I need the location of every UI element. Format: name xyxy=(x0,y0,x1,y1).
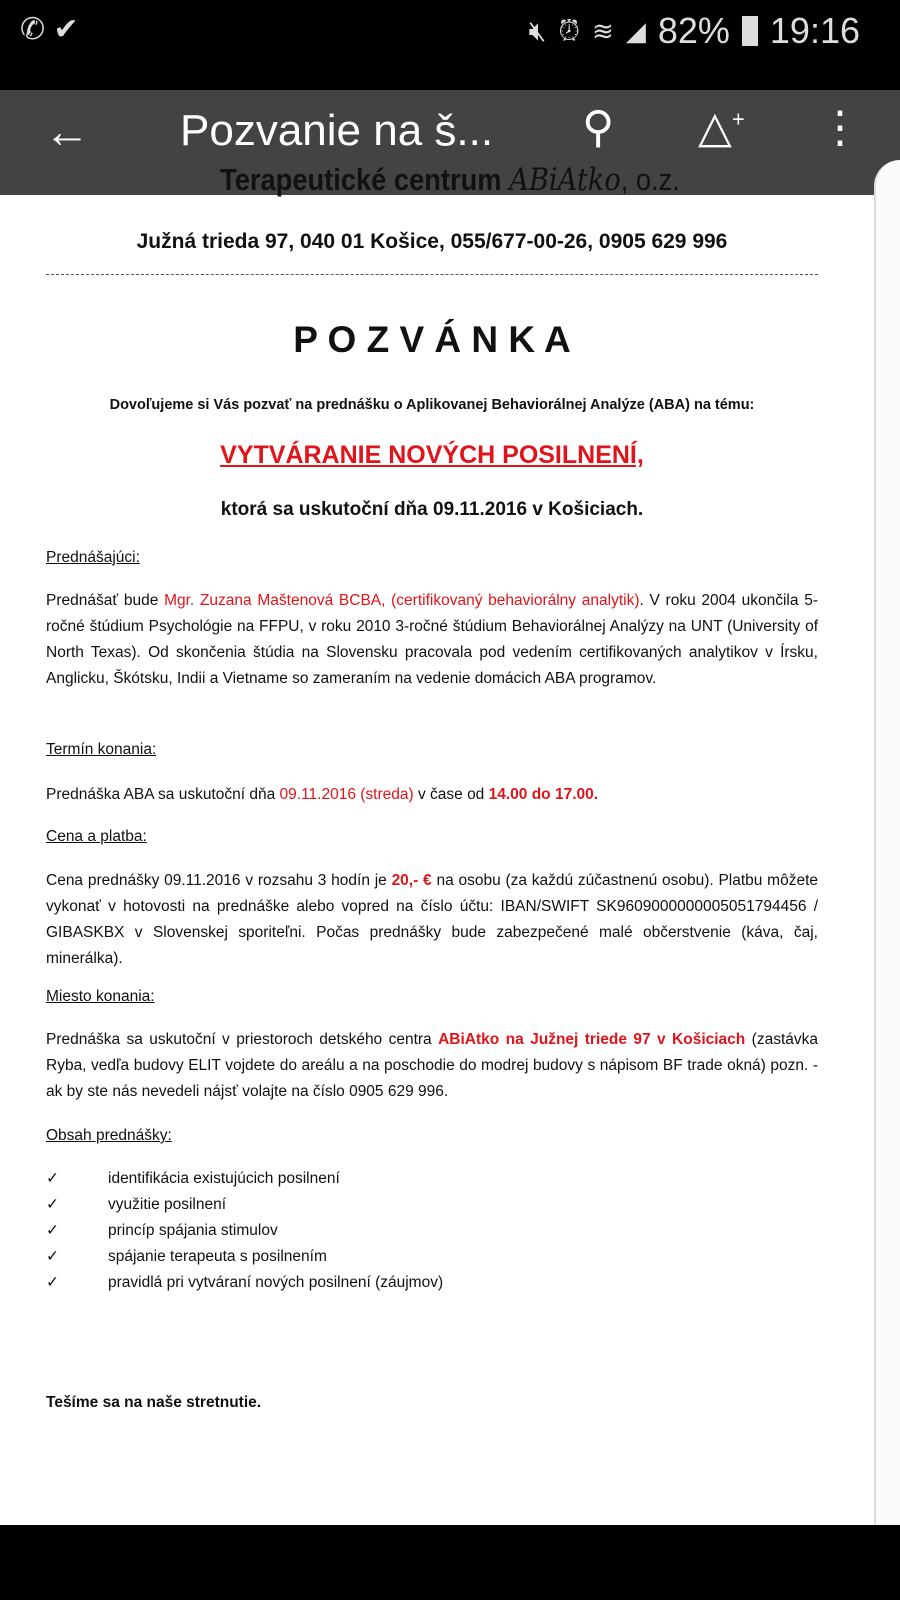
more-vert-icon[interactable]: ⋮ xyxy=(818,103,862,152)
date-line: ktorá sa uskutoční dňa 09.11.2016 v Košiciach. xyxy=(220,499,644,520)
term-heading: Termín konania: xyxy=(46,741,157,758)
org-logo: ABiAtko xyxy=(509,162,621,198)
text: Prednáška sa uskutoční v priestoroch detského centra xyxy=(46,1031,439,1048)
text: Prednášať bude xyxy=(46,592,165,609)
list-item-text: využitie posilnení xyxy=(108,1196,227,1213)
scroll-edge xyxy=(874,160,900,1525)
viber-icon: ✔ xyxy=(53,13,79,46)
signal-icon: ◢ xyxy=(625,15,646,46)
clock: 19:16 xyxy=(769,10,860,51)
address: Južná trieda 97, 040 01 Košice, 055/677-00-26, 0905 629 996 xyxy=(136,230,728,253)
check-icon: ✓ xyxy=(46,1170,59,1187)
drive-add-icon[interactable]: △+ xyxy=(698,103,745,152)
lecturer-name: Mgr. Zuzana Maštenová BCBA, (certifikovaný behaviorálny analytik) xyxy=(164,592,640,609)
text: v čase od xyxy=(413,786,489,803)
alarm-icon: ⏰︎ xyxy=(558,14,581,46)
event-date: 09.11.2016 (streda) xyxy=(279,786,414,803)
document-title: Pozvanie na š... xyxy=(180,106,494,155)
list-item-text: pravidlá pri vytváraní nových posilnení (záujmov) xyxy=(108,1274,444,1291)
term-paragraph xyxy=(46,782,818,808)
battery-level: 82% xyxy=(657,10,730,51)
intro-text: Dovoľujeme si Vás pozvať na prednášku o Aplikovanej Behaviorálnej Analýze (ABA) na tému: xyxy=(109,397,755,413)
event-time: 14.00 do 17.00. xyxy=(488,786,599,803)
place-paragraph xyxy=(46,1027,818,1105)
wifi-icon: ≋ xyxy=(592,15,614,46)
closing-text: Tešíme sa na naše stretnutie. xyxy=(46,1394,262,1411)
invitation-heading: P O Z V Á N K A xyxy=(293,319,571,360)
navigation-bar xyxy=(0,1525,900,1600)
check-icon: ✓ xyxy=(46,1196,59,1213)
text: na osobu (za každú zúčastnenú osobu). Platbu môžete vykonať v hotovosti na prednáške alebo vopred na číslo účtu: IBAN/SWIFT SK9609000000005051794456 / GIBASKBX v Slovenskej sporiteľni. Počas prednášky bude zabezpečené malé občerstvenie (káva, čaj, minerálka). xyxy=(46,872,818,967)
divider xyxy=(46,274,818,275)
notification-icons xyxy=(20,12,79,47)
price-heading: Cena a platba: xyxy=(46,828,147,845)
status-bar xyxy=(0,0,900,90)
lecturer-paragraph xyxy=(46,588,818,692)
list-item-text: princíp spájania stimulov xyxy=(108,1222,278,1239)
battery-icon xyxy=(742,16,758,46)
price-paragraph xyxy=(46,868,818,972)
org-suffix: , o.z. xyxy=(620,162,680,197)
text: . V roku 2004 ukončila 5-ročné štúdium Psychológie na FFPU, v roku 2010 3-ročné štúdium Behaviorálnej Analýzy na UNT (University of North Texas). Od skončenia štúdia na Slovensku pracovala pod vedením certifikovaných analytikov v Írsku, Anglicku, Škótsku, Indii a Vietname so zameraním na vedenie domácich ABA programov. xyxy=(46,592,818,687)
list-item xyxy=(46,1270,444,1296)
search-icon[interactable]: ⚲ xyxy=(582,103,615,152)
check-icon: ✓ xyxy=(46,1274,59,1291)
list-item xyxy=(46,1166,340,1192)
back-arrow-icon[interactable]: ← xyxy=(44,105,90,157)
text: (zastávka Ryba, vedľa budovy ELIT vojdete do areálu a na poschodie do modrej budovy s nápisom BF trade okná) pozn. - ak by ste nás nevedeli nájsť volajte na číslo 0905 629 996. xyxy=(46,1031,819,1100)
place-heading: Miesto konania: xyxy=(46,988,155,1005)
list-item-text: spájanie terapeuta s posilnením xyxy=(108,1248,327,1265)
text: Prednáška ABA sa uskutoční dňa xyxy=(46,786,280,803)
list-item xyxy=(46,1192,227,1218)
topic-title: VYTVÁRANIE NOVÝCH POSILNENÍ, xyxy=(220,441,644,469)
location: ABiAtko na Južnej triede 97 v Košiciach xyxy=(438,1031,746,1048)
content-heading: Obsah prednášky: xyxy=(46,1127,172,1144)
list-item xyxy=(46,1244,327,1270)
lecturer-heading: Prednášajúci: xyxy=(46,549,140,566)
org-name: Terapeutické centrum xyxy=(220,162,502,197)
mute-icon: 🔇︎ xyxy=(528,14,547,46)
list-item-text: identifikácia existujúcich posilnení xyxy=(108,1170,340,1187)
phone-wifi-call-icon: ✆ xyxy=(20,13,46,46)
list-item xyxy=(46,1218,278,1244)
price-amount: 20,- € xyxy=(391,872,432,889)
check-icon: ✓ xyxy=(46,1222,59,1239)
check-icon: ✓ xyxy=(46,1248,59,1265)
text: Cena prednášky 09.11.2016 v rozsahu 3 hodín je xyxy=(46,872,392,889)
organization-title xyxy=(54,162,846,198)
